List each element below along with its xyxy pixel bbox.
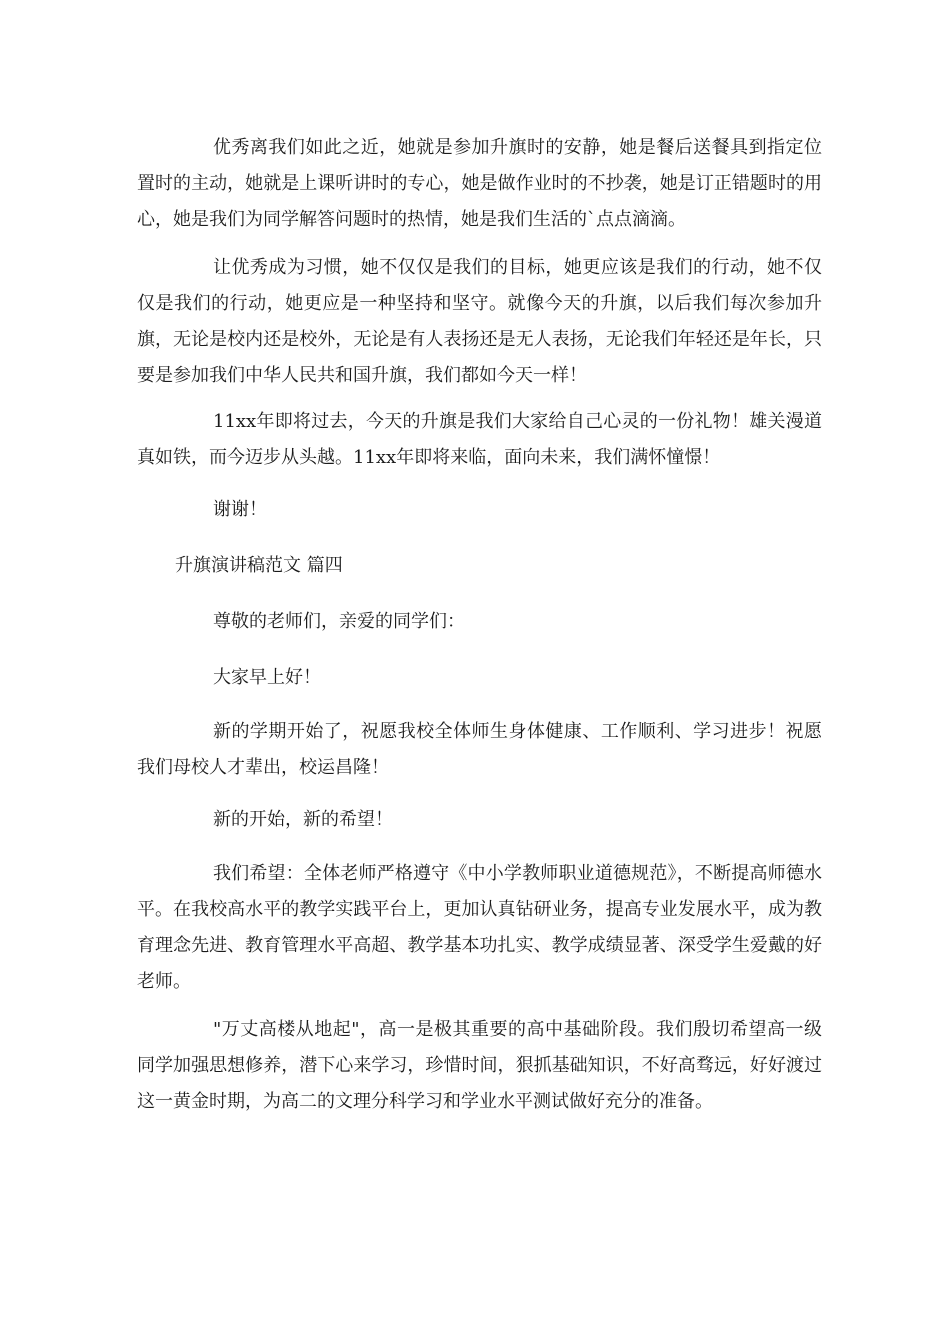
thanks-line: 谢谢！ [213,499,267,520]
paragraph-new-semester: 新的学期开始了，祝愿我校全体师生身体健康、工作顺利、学习进步！祝愿我们母校人才辈出，校运昌隆！ [137,721,822,778]
section-title: 升旗演讲稿范文 篇四 [175,555,343,576]
paragraph-new-hope: 新的开始，新的希望！ [213,809,393,830]
paragraph-students: "万丈高楼从地起"，高一是极其重要的高中基础阶段。我们殷切希望高一级同学加强思想修养，潜下心来学习，珍惜时间，狠抓基础知识，不好高骛远，好好渡过这一黄金时期，为高二的文理分科学习和学业水平测试做好充分的准备。 [137,1019,822,1112]
paragraph-teachers: 我们希望：全体老师严格遵守《中小学教师职业道德规范》，不断提高师德水平。在我校高水平的教学实践平台上，更加认真钻研业务，提高专业发展水平，成为教育理念先进、教育管理水平高超、教学基本功扎实、教学成绩显著、深受学生爱戴的好老师。 [137,863,822,992]
paragraph-new-year: 11xx年即将过去，今天的升旗是我们大家给自己心灵的一份礼物！雄关漫道真如铁，而今迈步从头越。11xx年即将来临，面向未来，我们满怀憧憬！ [137,411,822,468]
paragraph-habit: 让优秀成为习惯，她不仅仅是我们的目标，她更应该是我们的行动，她不仅仅是我们的行动，她更应是一种坚持和坚守。就像今天的升旗，以后我们每次参加升旗，无论是校内还是校外，无论是有人表扬还是无人表扬，无论我们年轻还是年长，只要是参加我们中华人民共和国升旗，我们都如今天一样！ [137,257,822,386]
paragraph-excellence: 优秀离我们如此之近，她就是参加升旗时的安静，她是餐后送餐具到指定位置时的主动，她就是上课听讲时的专心，她是做作业时的不抄袭，她是订正错题时的用心，她是我们为同学解答问题时的热情，她是我们生活的`点点滴滴。 [137,137,822,230]
salutation-line: 尊敬的老师们，亲爱的同学们： [213,611,465,632]
greeting-line: 大家早上好！ [213,667,321,688]
